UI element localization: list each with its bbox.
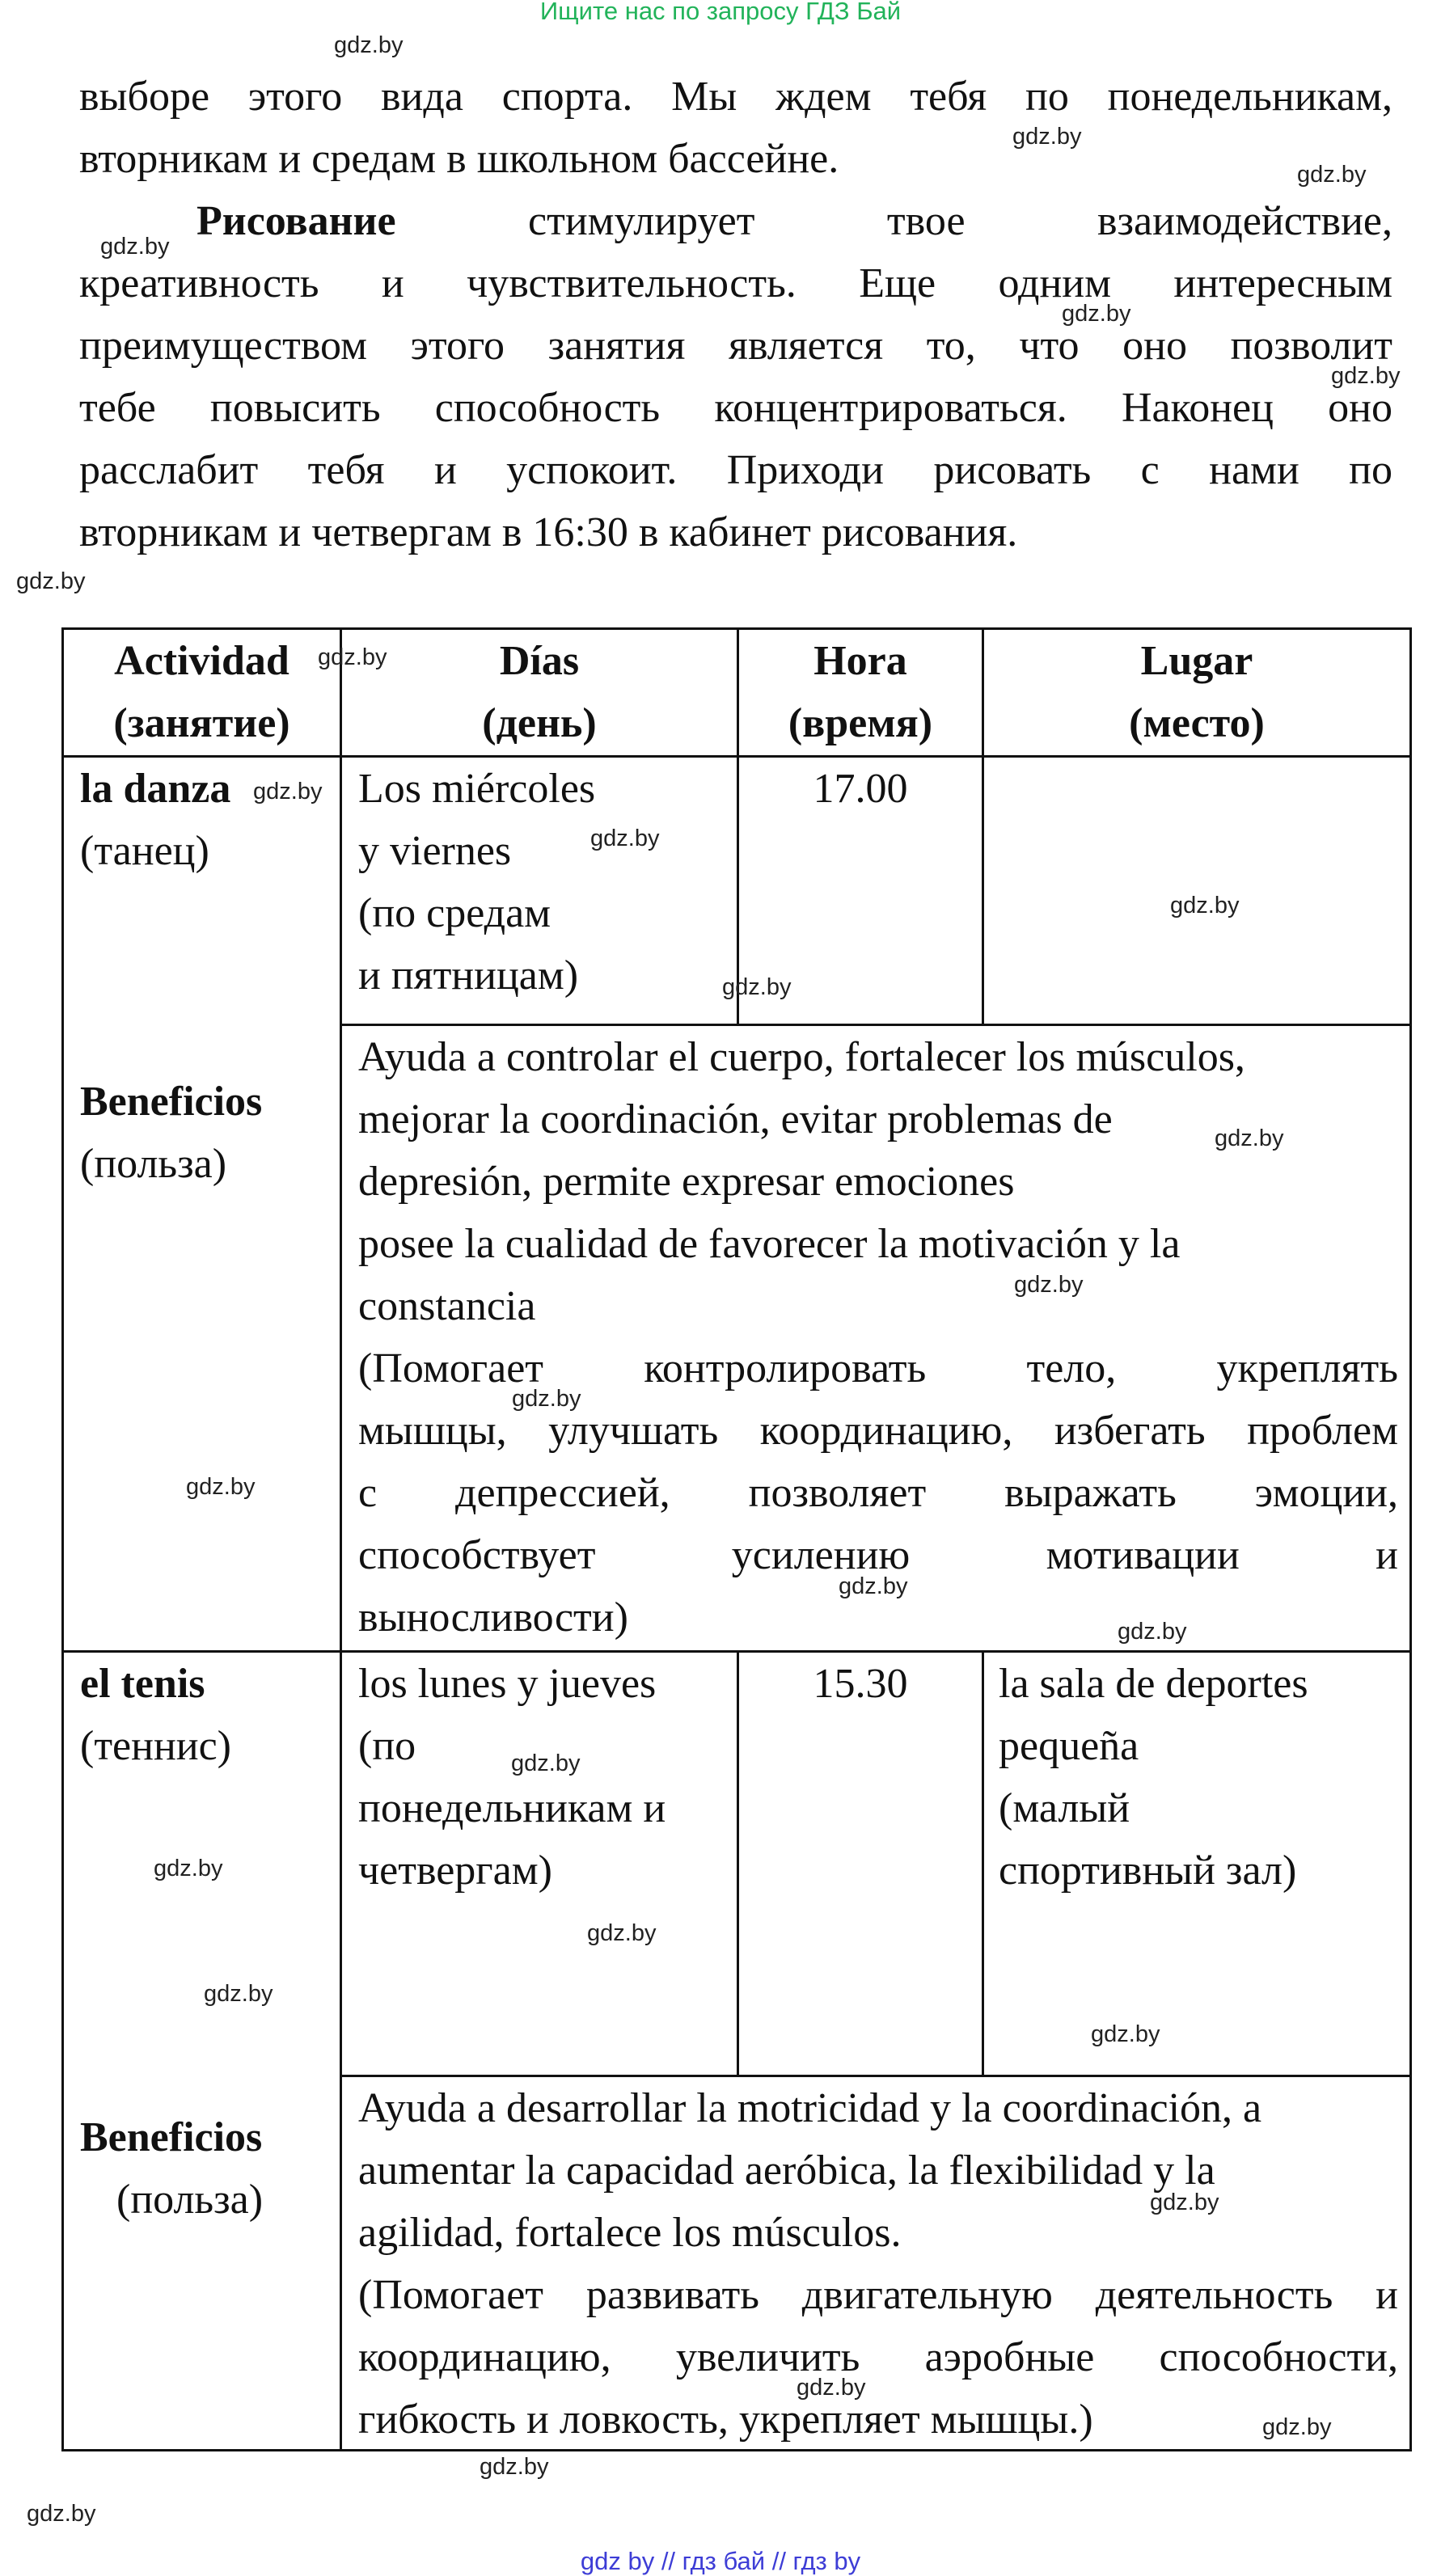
watermark: gdz.by bbox=[722, 974, 792, 1000]
days-line: los lunes y jueves bbox=[358, 1661, 657, 1707]
watermark: gdz.by bbox=[512, 1386, 581, 1412]
benefit-line: aumentar la capacidad aeróbica, la flexibilidad y la bbox=[358, 2147, 1215, 2194]
place-line: la sala de deportes bbox=[999, 1661, 1308, 1707]
watermark: gdz.by bbox=[16, 568, 86, 594]
watermark: gdz.by bbox=[1091, 2021, 1160, 2047]
days-line: (по bbox=[358, 1723, 416, 1769]
benefit-line: Ayuda a controlar el cuerpo, fortalecer los músculos, bbox=[358, 1034, 1245, 1080]
table-rule bbox=[982, 1650, 984, 2077]
days-line: понедельникам и bbox=[358, 1785, 666, 1831]
activity-name: la danza bbox=[80, 766, 231, 812]
days-line: y viernes bbox=[358, 828, 512, 874]
watermark: gdz.by bbox=[318, 644, 387, 670]
activity-name-ru: (теннис) bbox=[80, 1723, 232, 1769]
activity-tennis bbox=[80, 1653, 323, 1777]
watermark: gdz.by bbox=[590, 826, 660, 851]
time-tennis: 15.30 bbox=[813, 1661, 908, 1707]
days-line: и пятницам) bbox=[358, 952, 579, 999]
watermark: gdz.by bbox=[1297, 162, 1367, 188]
paragraph-drawing bbox=[79, 190, 1392, 564]
text-line bbox=[79, 190, 1392, 252]
days-line: четвергам) bbox=[358, 1848, 552, 1894]
text-fragment: стимулирует твое взаимодействие, bbox=[528, 198, 1392, 244]
header-label-ru: (место) bbox=[1129, 700, 1265, 746]
header-label-ru: (день) bbox=[482, 700, 597, 746]
watermark: gdz.by bbox=[27, 2501, 96, 2527]
watermark: gdz.by bbox=[1118, 1619, 1187, 1645]
benefit-line-ru: гибкость и ловкость, укрепляет мышцы.) bbox=[358, 2397, 1093, 2443]
days-line: (по средам bbox=[358, 890, 551, 936]
benefit-line: agilidad, fortalece los músculos. bbox=[358, 2210, 902, 2256]
watermark: gdz.by bbox=[204, 1981, 273, 2007]
search-banner[interactable]: Ищите нас по запросу ГДЗ Бай bbox=[539, 0, 902, 25]
watermark: gdz.by bbox=[186, 1474, 256, 1500]
watermark: gdz.by bbox=[480, 2454, 549, 2480]
text-line: вторникам и четвергам в 16:30 в кабинет рисования. bbox=[79, 509, 1018, 555]
watermark: gdz.by bbox=[1014, 1272, 1084, 1298]
header-label: Lugar bbox=[1140, 638, 1253, 684]
table-rule bbox=[340, 630, 342, 2449]
benefit-line-ru: (Помогает развивать двигательную деятельность и bbox=[358, 2272, 1398, 2318]
benefit-line-ru: координацию, увеличить аэробные способности, bbox=[358, 2334, 1398, 2380]
benefits-dance bbox=[358, 1026, 1398, 1649]
watermark: gdz.by bbox=[797, 2375, 866, 2401]
watermark: gdz.by bbox=[839, 1573, 908, 1599]
text-line: креативность и чувствительность. Еще одним интересным bbox=[79, 260, 1392, 306]
header-activity bbox=[64, 630, 340, 755]
benefits-tennis bbox=[358, 2077, 1398, 2451]
days-dance bbox=[358, 758, 730, 1007]
activity-name: el tenis bbox=[80, 1661, 205, 1707]
watermark: gdz.by bbox=[100, 234, 170, 260]
benefits-label-dance bbox=[80, 1071, 323, 1195]
benefit-line: depresión, permite expresar emociones bbox=[358, 1159, 1015, 1205]
activity-name-ru: (танец) bbox=[80, 828, 209, 874]
days-tennis bbox=[358, 1653, 730, 1902]
benefit-line: constancia bbox=[358, 1283, 536, 1329]
watermark: gdz.by bbox=[511, 1750, 581, 1776]
benefits-label: Beneficios bbox=[80, 1079, 263, 1125]
watermark: gdz.by bbox=[154, 1856, 223, 1881]
place-line: (малый bbox=[999, 1785, 1130, 1831]
benefit-line: mejorar la coordinación, evitar problemas de bbox=[358, 1096, 1113, 1142]
watermark: gdz.by bbox=[1062, 301, 1131, 327]
header-days bbox=[342, 630, 737, 755]
watermark: gdz.by bbox=[1331, 363, 1401, 389]
watermark: gdz.by bbox=[1150, 2190, 1219, 2215]
header-label-ru: (время) bbox=[788, 700, 933, 746]
place-line: pequeña bbox=[999, 1723, 1139, 1769]
footer-links[interactable]: gdz by // гдз бай // гдз by bbox=[580, 2547, 861, 2575]
text-line: вторникам и средам в школьном бассейне. bbox=[79, 136, 839, 182]
benefit-line-ru: (Помогает контролировать тело, укреплять bbox=[358, 1345, 1398, 1391]
text-line: преимуществом этого занятия является то, что оно позволит bbox=[79, 323, 1392, 369]
watermark: gdz.by bbox=[1170, 893, 1240, 918]
watermark: gdz.by bbox=[253, 779, 323, 804]
benefit-line-ru: мышцы, улучшать координацию, избегать проблем bbox=[358, 1408, 1398, 1454]
days-line: Los miércoles bbox=[358, 766, 596, 812]
text-line: расслабит тебя и успокоит. Приходи рисовать с нами по bbox=[79, 447, 1392, 493]
paragraph-swimming-end bbox=[79, 65, 1392, 190]
benefits-label: Beneficios bbox=[80, 2114, 263, 2160]
place-line: спортивный зал) bbox=[999, 1848, 1297, 1894]
benefit-line: posee la cualidad de favorecer la motivación y la bbox=[358, 1221, 1181, 1267]
activity-dance bbox=[80, 758, 323, 882]
place-tennis bbox=[999, 1653, 1403, 1902]
header-label: Actividad bbox=[114, 638, 289, 684]
header-label: Hora bbox=[813, 638, 907, 684]
benefit-line: Ayuda a desarrollar la motricidad y la coordinación, a bbox=[358, 2085, 1262, 2131]
header-label: Días bbox=[499, 638, 580, 684]
benefit-line-ru: выносливости) bbox=[358, 1594, 628, 1641]
watermark: gdz.by bbox=[1262, 2414, 1332, 2440]
watermark: gdz.by bbox=[334, 32, 404, 58]
watermark: gdz.by bbox=[1215, 1125, 1284, 1151]
benefit-line-ru: способствует усилению мотивации и bbox=[358, 1532, 1398, 1578]
header-time bbox=[739, 630, 982, 755]
benefit-line-ru: с депрессией, позволяет выражать эмоции, bbox=[358, 1470, 1398, 1516]
benefits-label-tennis bbox=[80, 2106, 323, 2231]
text-line: тебе повысить способность концентрироваться. Наконец оно bbox=[79, 385, 1392, 431]
benefits-label-ru: (польза) bbox=[80, 1141, 227, 1187]
header-label-ru: (занятие) bbox=[113, 700, 290, 746]
time-dance: 17.00 bbox=[813, 766, 908, 812]
watermark: gdz.by bbox=[587, 1920, 657, 1946]
header-place bbox=[984, 630, 1409, 755]
text-line: выборе этого вида спорта. Мы ждем тебя по понедельникам, bbox=[79, 74, 1392, 120]
paragraph-title: Рисование bbox=[196, 198, 396, 244]
benefits-label-ru: (польза) bbox=[116, 2177, 264, 2223]
watermark: gdz.by bbox=[1012, 124, 1082, 150]
